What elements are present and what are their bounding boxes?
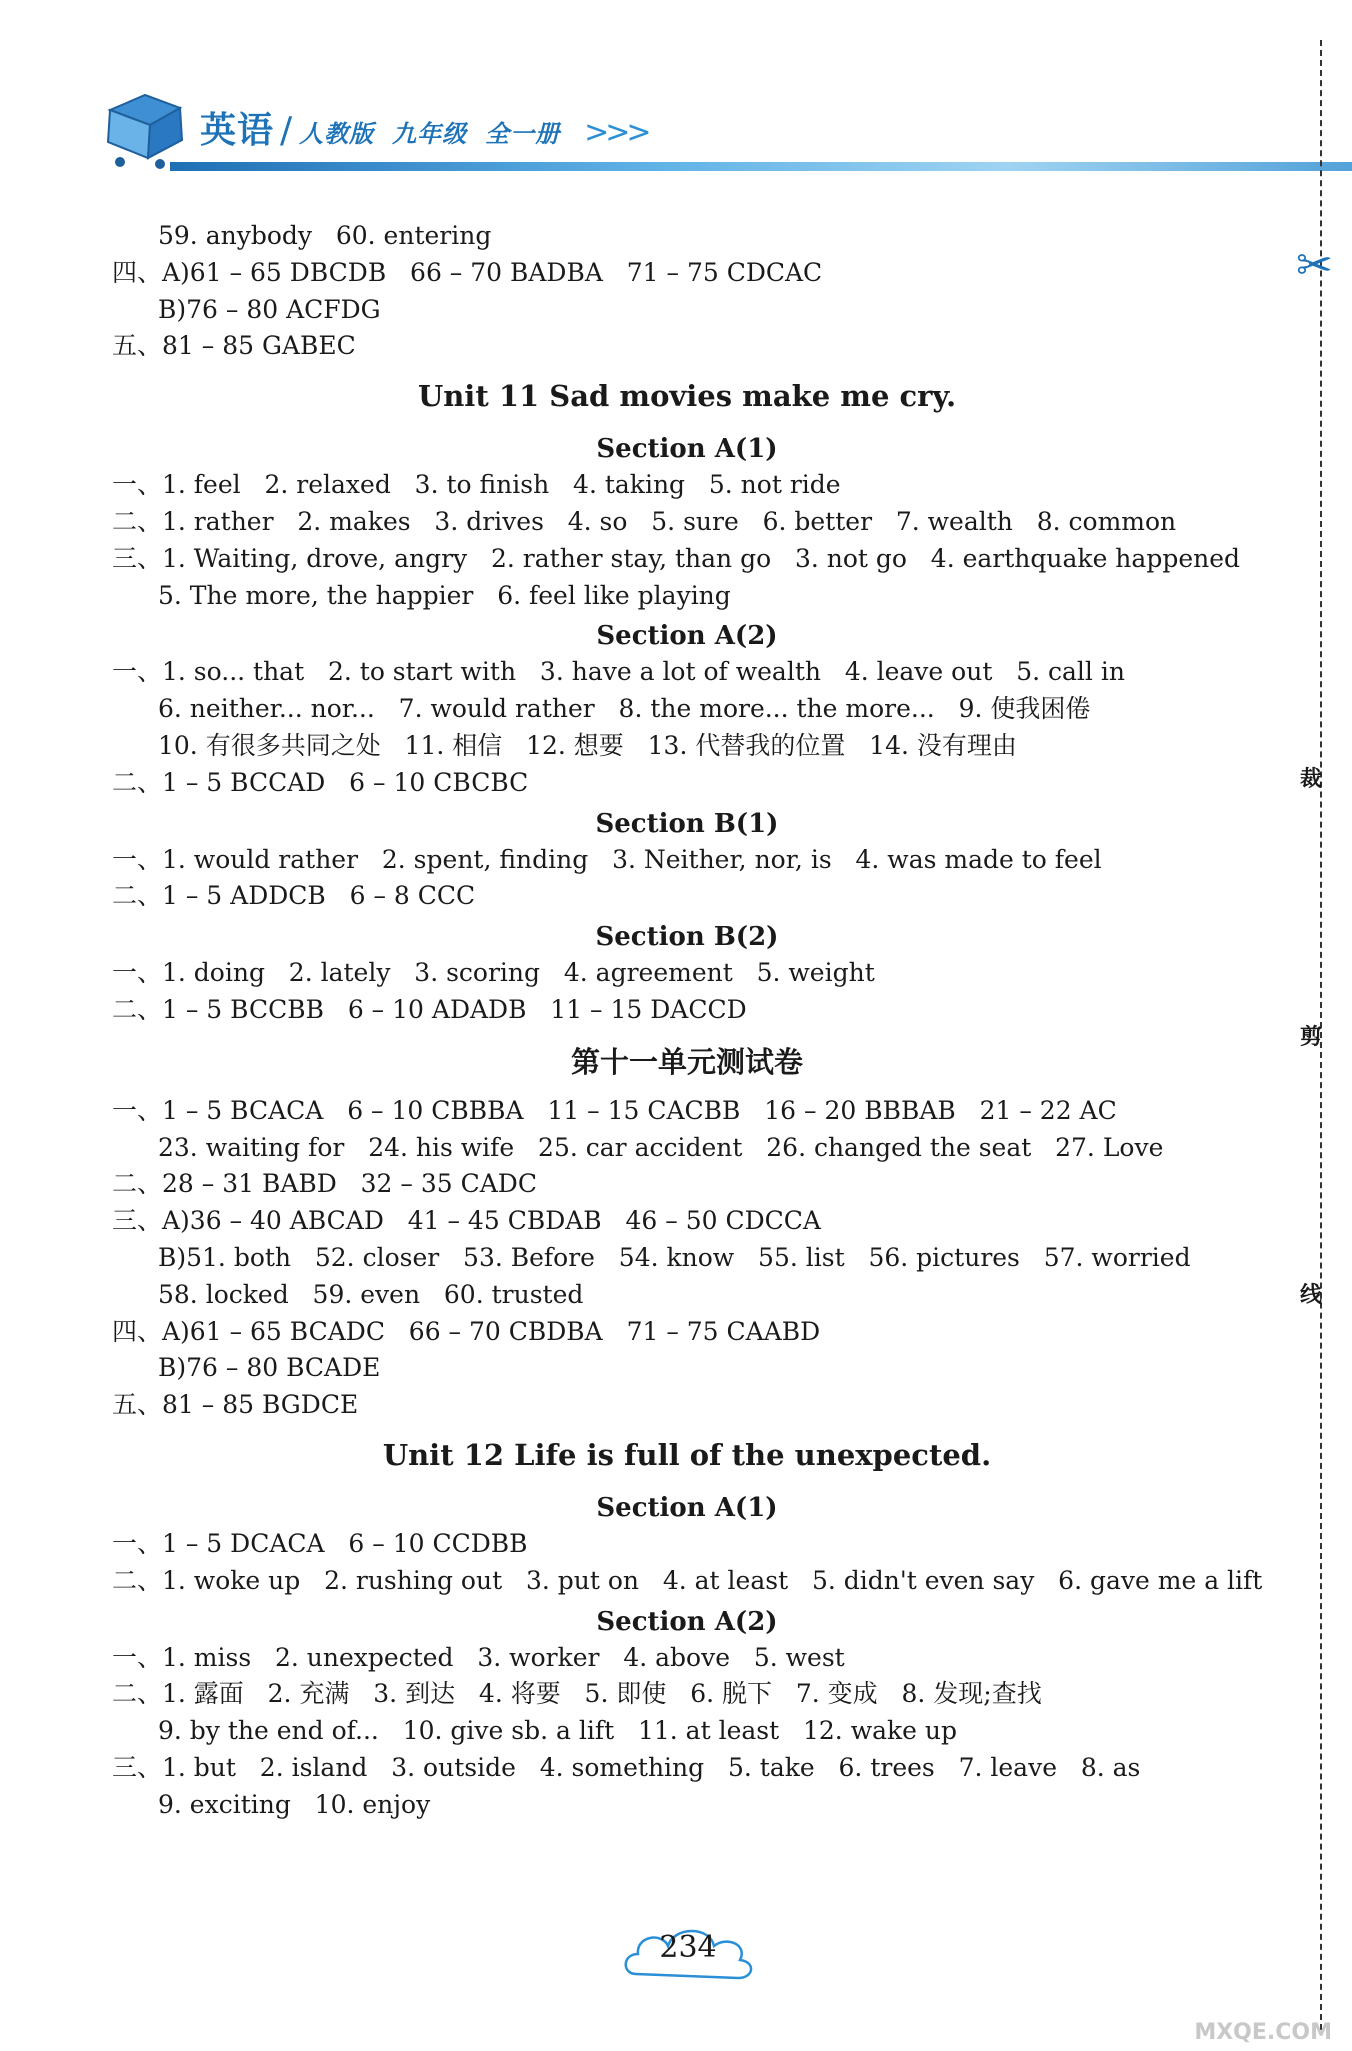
answer-line: 23. waiting for 24. his wife 25. car accident 26. changed the seat 27. Love (158, 1132, 1164, 1162)
answer-line: 一、1. doing 2. lately 3. scoring 4. agreement 5. weight (112, 958, 875, 988)
answer-line: 二、1 – 5 BCCBB 6 – 10 ADADB 11 – 15 DACCD (112, 994, 747, 1024)
section-heading: Section A(1) (596, 1492, 778, 1523)
answer-line: 三、1. Waiting, drove, angry 2. rather stay, than go 3. not go 4. earthquake happened (112, 543, 1241, 573)
answer-line: 59. anybody 60. entering (158, 221, 492, 250)
answer-line: 三、1. but 2. island 3. outside 4. something 5. take 6. trees 7. leave 8. as (112, 1752, 1141, 1782)
scissors-icon: ✂ (1296, 240, 1333, 291)
watermark (1152, 1975, 1332, 2045)
answer-line: B)51. both 52. closer 53. Before 54. know 55. list 56. pictures 57. worried (158, 1242, 1191, 1272)
section-heading: Section A(2) (596, 1606, 778, 1637)
answer-line: 一、1. feel 2. relaxed 3. to finish 4. taking 5. not ride (112, 470, 841, 500)
page-number-text: 234 (659, 1930, 717, 1965)
answer-line: 二、1 – 5 BCCAD 6 – 10 CBCBC (112, 767, 529, 797)
subject: 英语 (200, 110, 275, 151)
chevrons-icon: >>> (584, 115, 648, 150)
header-title (200, 102, 648, 153)
answer-line: 一、1. miss 2. unexpected 3. worker 4. above 5. west (112, 1642, 845, 1672)
answer-line: B)76 – 80 ACFDG (158, 294, 381, 324)
rubiks-cube-logo-icon (90, 80, 200, 170)
unit-heading: Unit 12 Life is full of the unexpected. (382, 1437, 992, 1472)
answer-line: B)76 – 80 BCADE (158, 1353, 381, 1383)
page-number (618, 1918, 758, 1988)
answer-line: 二、1. woke up 2. rushing out 3. put on 4. at least 5. didn't even say 6. gave me a lift (112, 1565, 1263, 1595)
header-bar (170, 162, 1352, 171)
answer-line: 一、1. would rather 2. spent, finding 3. Neither, nor, is 4. was made to feel (112, 844, 1102, 874)
page-header (90, 80, 1290, 180)
section-heading: Section A(1) (596, 434, 778, 465)
answer-line: 五、81 – 85 GABEC (112, 331, 356, 361)
answer-line: 9. by the end of... 10. give sb. a lift 11. at least 12. wake up (158, 1716, 957, 1746)
answer-line: 二、1 – 5 ADDCB 6 – 8 CCC (112, 881, 476, 911)
trim-mark: 剪 (1300, 1025, 1323, 1050)
answer-line: 四、A)61 – 65 BCADC 66 – 70 CBDBA 71 – 75 CAABD (112, 1316, 821, 1346)
line-mark: 线 (1300, 1283, 1323, 1308)
header-slash: / (280, 110, 294, 151)
answer-line: 5. The more, the happier 6. feel like playing (158, 580, 731, 610)
volume: 全一册 (485, 120, 561, 148)
section-heading: Section A(2) (596, 621, 778, 652)
answer-line: 10. 有很多共同之处 11. 相信 12. 想要 13. 代替我的位置 14. 没有理由 (158, 730, 1017, 760)
answer-line: 6. neither... nor... 7. would rather 8. the more... the more... 9. 使我困倦 (158, 694, 1091, 724)
answer-line: 五、81 – 85 BGDCE (112, 1390, 359, 1420)
section-heading: Section B(2) (595, 922, 779, 953)
answer-line: 一、1. so... that 2. to start with 3. have a lot of wealth 4. leave out 5. call in (112, 657, 1125, 687)
answer-line: 一、1 – 5 BCACA 6 – 10 CBBBA 11 – 15 CACBB 16 – 20 BBBAB 21 – 22 AC (112, 1095, 1117, 1125)
answer-content (112, 218, 1262, 1824)
unit-heading: Unit 11 Sad movies make me cry. (417, 379, 957, 414)
watermark-text: MXQE.COM (1194, 2020, 1332, 2045)
answer-line: 二、28 – 31 BABD 32 – 35 CADC (112, 1169, 537, 1199)
section-heading: Section B(1) (595, 808, 779, 839)
answer-line: 58. locked 59. even 60. trusted (158, 1279, 584, 1309)
answer-line: 二、1. 露面 2. 充满 3. 到达 4. 将要 5. 即使 6. 脱下 7. 变成 8. 发现;查找 (112, 1679, 1042, 1709)
test-heading: 第十一单元测试卷 (570, 1044, 803, 1079)
answer-line: 一、1 – 5 DCACA 6 – 10 CCDBB (112, 1528, 528, 1558)
answer-line: 二、1. rather 2. makes 3. drives 4. so 5. sure 6. better 7. wealth 8. common (112, 506, 1177, 536)
answer-line: 四、A)61 – 65 DBCDB 66 – 70 BADBA 71 – 75 CDCAC (112, 257, 823, 287)
answer-line: 9. exciting 10. enjoy (158, 1789, 431, 1819)
edition: 人教版 (299, 120, 375, 148)
grade: 九年级 (392, 120, 468, 148)
cut-line-margin (1282, 0, 1352, 2051)
cut-mark: 裁 (1300, 767, 1323, 792)
answer-line: 三、A)36 – 40 ABCAD 41 – 45 CBDAB 46 – 50 CDCCA (112, 1206, 821, 1236)
